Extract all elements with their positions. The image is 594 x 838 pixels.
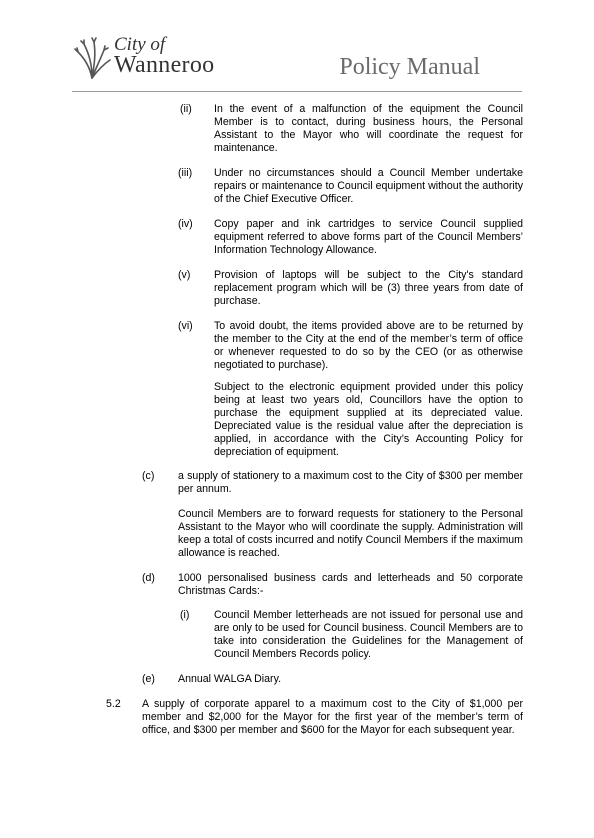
logo-name-text: Wanneroo <box>114 52 215 78</box>
item-number: (d) <box>142 572 155 584</box>
kangaroo-paw-logo-icon <box>72 30 112 80</box>
item-text: Under no circumstances should a Council Member undertake repairs or maintenance to Council equipment without the authority of the Chief Executive Officer. <box>214 167 523 205</box>
section-text: A supply of corporate apparel to a maximum cost to the City of $1,000 per member and $2,000 for the Mayor for the first year of the member’s term of office, and $300 per member and $600 for the Mayor for each subsequent year. <box>142 698 523 736</box>
city-logo <box>72 30 232 82</box>
item-text: Council Member letterheads are not issued for personal use and are only to be used for Council business. Council Members are to take into consideration the Guidelines for the Management of Council Members Records policy. <box>214 609 523 660</box>
item-number: (i) <box>180 609 190 621</box>
item-number: (v) <box>178 269 191 281</box>
item-paragraph: Subject to the electronic equipment provided under this policy being at least two years old, Councillors have the option to purchase the equipment supplied at its depreciated value. Depreciated value is the residual value after the depreciation is applied, in accordance with the City’s Accounting Policy for depreciation of equipment. <box>214 381 523 458</box>
section-number: 5.2 <box>106 698 121 710</box>
header-divider <box>72 91 522 92</box>
item-number: (iv) <box>178 218 193 230</box>
item-number: (vi) <box>178 320 193 332</box>
item-text: 1000 personalised business cards and letterheads and 50 corporate Christmas Cards:- <box>178 572 523 597</box>
item-number: (ii) <box>180 103 192 115</box>
page-header <box>0 0 594 92</box>
logo-city-text: City of <box>114 34 166 55</box>
item-text: To avoid doubt, the items provided above are to be returned by the member to the City at the end of the member’s term of office or whenever requested to do so by the CEO (or as otherwise negotiated to purchase). <box>214 320 523 371</box>
item-number: (e) <box>142 673 155 685</box>
item-text: In the event of a malfunction of the equipment the Council Member is to contact, during business hours, the Personal Assistant to the Mayor who will coordinate the request for maintenance. <box>214 103 523 154</box>
item-text: Annual WALGA Diary. <box>178 673 282 685</box>
page-title: Policy Manual <box>339 54 480 80</box>
item-text: a supply of stationery to a maximum cost to the City of $300 per member per annum. <box>178 470 523 495</box>
item-text: Provision of laptops will be subject to the City's standard replacement program which will be (3) three years from date of purchase. <box>214 269 523 307</box>
item-number: (iii) <box>178 167 193 179</box>
item-text: Copy paper and ink cartridges to service Council supplied equipment referred to above forms part of the Council Members’ Information Technology Allowance. <box>214 218 523 256</box>
item-number: (c) <box>142 470 155 482</box>
item-paragraph: Council Members are to forward requests for stationery to the Personal Assistant to the Mayor who will coordinate the supply. Administration will keep a total of costs incurred and notify Council Members if the maximum allowance is reached. <box>178 508 523 559</box>
